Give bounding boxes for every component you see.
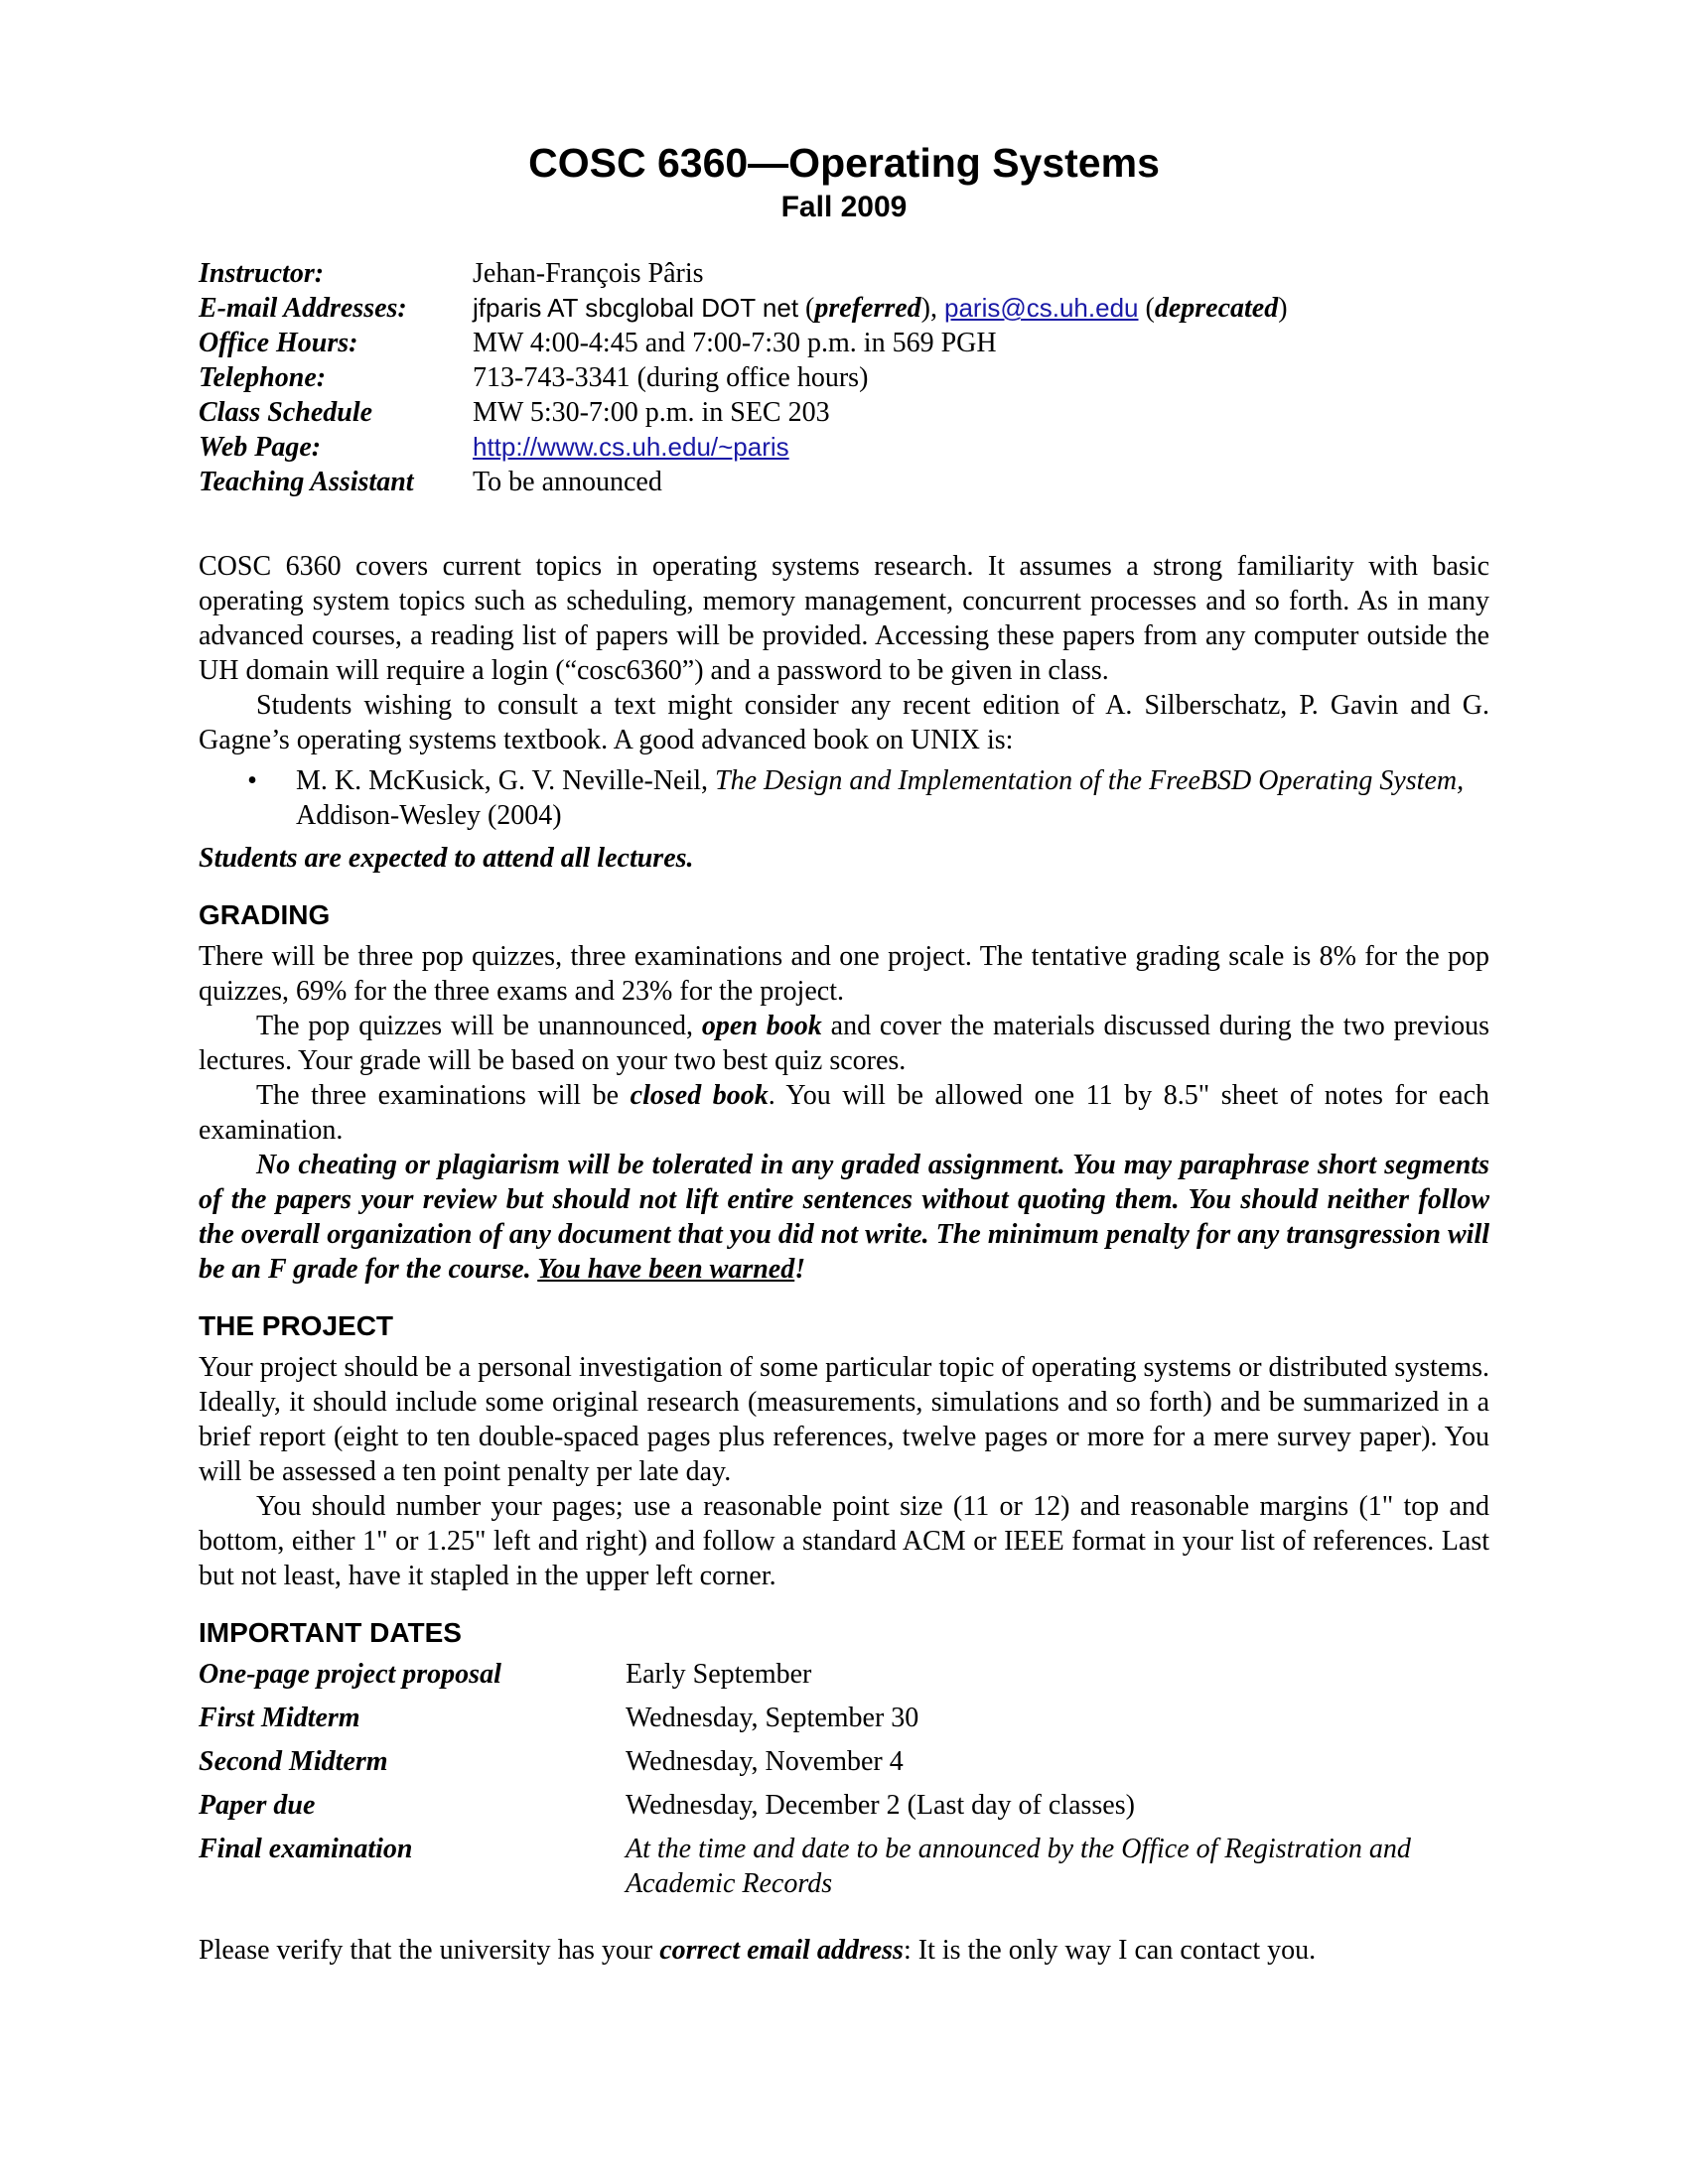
email-secondary-note: deprecated: [1154, 293, 1279, 324]
email-primary: jfparis AT sbcglobal DOT net: [473, 293, 799, 323]
date-value: Wednesday, December 2 (Last day of classes): [626, 1790, 1135, 1821]
date-row: [199, 1832, 1489, 1901]
project-heading: THE PROJECT: [199, 1310, 394, 1341]
ta-value: To be announced: [473, 467, 662, 497]
book-reference: [296, 763, 1489, 833]
date-label: First Midterm: [199, 1703, 360, 1733]
email-secondary-link[interactable]: paris@cs.uh.edu: [944, 293, 1139, 323]
office-hours-label: Office Hours:: [199, 328, 358, 358]
info-row-schedule: [199, 395, 1489, 430]
email-primary-note: preferred: [814, 293, 921, 324]
grading-p2-text-a: The pop quizzes will be unannounced,: [256, 1011, 702, 1041]
grading-p2-text-c: and cover the materials discussed during the two previous lectures. Your grade will be based on your two best quiz scores.: [199, 1011, 1490, 1076]
course-info: [199, 256, 1489, 499]
book-title: The Design and Implementation of the FreeBSD Operating System,: [715, 765, 1465, 796]
email-value: jfparis AT sbcglobal DOT net (preferred), paris@cs.uh.edu (deprecated): [473, 293, 1288, 324]
date-row: [199, 1744, 1489, 1779]
bullet-icon: •: [247, 765, 257, 796]
attendance-note: Students are expected to attend all lectures.: [199, 843, 694, 874]
grading-paragraph-3: [199, 1078, 1489, 1148]
date-row: [199, 1701, 1489, 1735]
telephone-value: 713-743-3341 (during office hours): [473, 362, 869, 393]
info-row-instructor: [199, 256, 1489, 291]
syllabus-page: [199, 137, 1489, 1968]
book-list-item: [199, 763, 1489, 833]
date-row: [199, 1657, 1489, 1692]
date-label: Final examination: [199, 1834, 413, 1864]
open-book-emphasis: open book: [701, 1011, 822, 1041]
project-paragraph-2: You should number your pages; use a reasonable point size (11 or 12) and reasonable margins (1" top and bottom, either 1" or 1.25" left and right) and follow a standard ACM or IEEE format in your list of references. Last but not least, have it stapled in the upper left corner.: [199, 1491, 1489, 1591]
email-label: E-mail Addresses:: [199, 293, 407, 324]
info-row-telephone: [199, 360, 1489, 395]
grading-paragraph-2: [199, 1009, 1489, 1078]
dates-table: [199, 1657, 1489, 1901]
date-label: Second Midterm: [199, 1746, 388, 1777]
schedule-label: Class Schedule: [199, 397, 373, 428]
grading-p3-text-a: The three examinations will be: [256, 1080, 631, 1111]
closed-book-emphasis: closed book: [630, 1080, 769, 1111]
web-label: Web Page:: [199, 432, 322, 463]
footer-text-a: Please verify that the university has your: [199, 1935, 660, 1966]
office-hours-value: MW 4:00-4:45 and 7:00-7:30 p.m. in 569 PGH: [473, 328, 997, 358]
dates-heading: IMPORTANT DATES: [199, 1617, 462, 1648]
footer-text-c: : It is the only way I can contact you.: [903, 1935, 1317, 1966]
info-row-ta: [199, 465, 1489, 499]
book-publisher: Addison-Wesley (2004): [296, 800, 562, 831]
instructor-label: Instructor:: [199, 258, 325, 289]
course-title: COSC 6360—Operating Systems: [528, 140, 1160, 186]
instructor-value: Jehan-François Pâris: [473, 258, 704, 289]
correct-email-emphasis: correct email address: [659, 1935, 904, 1966]
plagiarism-text: No cheating or plagiarism will be tolerated in any graded assignment. You may paraphrase short segments of the papers your review but should not lift entire sentences without quoting them. You should neither follow the overall organization of any document that you did not write. The minimum penalty for any transgression will be an F grade for the course.: [199, 1150, 1489, 1285]
telephone-label: Telephone:: [199, 362, 327, 393]
date-label: Paper due: [199, 1790, 316, 1821]
project-paragraph-1: Your project should be a personal investigation of some particular topic of operating systems or distributed systems. Ideally, it should include some original research (measurements, simulations and so forth) and be summarized in a brief report (eight to ten double-spaced pages plus references, twelve pages or more for a mere survey paper). You will be assessed a ten point penalty per late day.: [199, 1352, 1489, 1487]
warned-emphasis: You have been warned: [537, 1254, 795, 1285]
warning-end: !: [794, 1254, 806, 1285]
date-value: Wednesday, September 30: [626, 1703, 919, 1733]
grading-paragraph-1: There will be three pop quizzes, three examinations and one project. The tentative grading scale is 8% for the pop quizzes, 69% for the three exams and 23% for the project.: [199, 941, 1489, 1007]
course-term: Fall 2009: [780, 191, 908, 223]
book-authors: M. K. McKusick, G. V. Neville-Neil,: [296, 765, 716, 796]
plagiarism-warning: [199, 1148, 1489, 1287]
info-row-office-hours: [199, 326, 1489, 360]
ta-label: Teaching Assistant: [199, 467, 414, 497]
date-label: One-page project proposal: [199, 1659, 501, 1690]
date-value: Wednesday, November 4: [626, 1746, 904, 1777]
date-value: At the time and date to be announced by the Office of Registration and Academic Records: [626, 1834, 1411, 1899]
grading-heading: GRADING: [199, 899, 331, 930]
date-row: [199, 1788, 1489, 1823]
email-verification-note: [199, 1933, 1489, 1968]
grading-p3-text-c: . You will be allowed one 11 by 8.5" sheet of notes for each examination.: [199, 1080, 1489, 1146]
date-value: Early September: [626, 1659, 812, 1690]
web-page-link[interactable]: http://www.cs.uh.edu/~paris: [473, 432, 789, 462]
info-row-email: [199, 291, 1489, 326]
schedule-value: MW 5:30-7:00 p.m. in SEC 203: [473, 397, 830, 428]
intro-paragraph: COSC 6360 covers current topics in operating systems research. It assumes a strong familiarity with basic operating system topics such as scheduling, memory management, concurrent processes and so forth. As in many advanced courses, a reading list of papers will be provided. Accessing these papers from any computer outside the UH domain will require a login (“cosc6360”) and a password to be given in class.: [199, 551, 1489, 686]
info-row-web: [199, 430, 1489, 465]
textbook-paragraph: Students wishing to consult a text might consider any recent edition of A. Silberschatz, P. Gavin and G. Gagne’s operating systems textbook. A good advanced book on UNIX is:: [199, 690, 1489, 755]
